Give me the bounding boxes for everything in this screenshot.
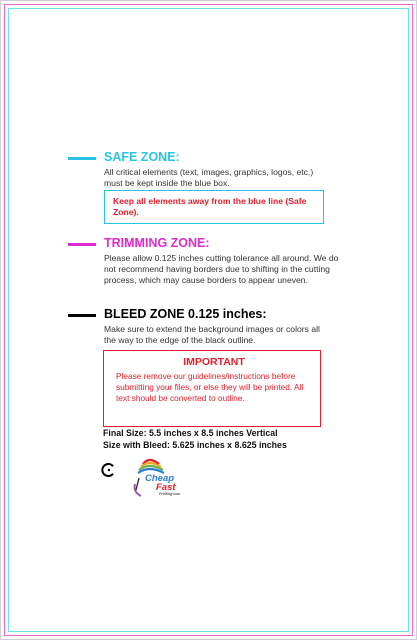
logo-word-cheap: Cheap — [145, 473, 175, 484]
final-size: Final Size: 5.5 inches x 8.5 inches Vertical — [103, 428, 278, 438]
size-with-bleed: Size with Bleed: 5.625 inches x 8.625 inches — [103, 439, 287, 450]
cheapfast-printing-logo — [129, 458, 179, 498]
bleed-zone-dash — [68, 314, 96, 317]
logo-word-printing: Printing.com — [159, 492, 181, 496]
logo-word-fast: Fast — [156, 482, 176, 493]
bleed-zone-body: Make sure to extend the background images or colors all the way to the edge of the black outline. — [104, 324, 320, 346]
safe-zone-dash — [68, 157, 96, 160]
safe-zone-note: Keep all elements away from the blue line (Safe Zone). — [113, 196, 307, 217]
trimming-zone-heading: TRIMMING ZONE: — [104, 236, 210, 250]
important-body: Please remove our guidelines/instructions before submitting your files, or else they will be printed. All text should be converted to outline. — [116, 371, 304, 403]
c-mark-icon — [101, 462, 117, 478]
important-title: IMPORTANT — [183, 356, 245, 368]
trimming-zone-dash — [68, 243, 96, 246]
safe-zone-heading: SAFE ZONE: — [104, 150, 180, 164]
safe-zone-note-box — [104, 190, 324, 224]
size-info — [103, 428, 287, 451]
trimming-zone-body: Please allow 0.125 inches cutting tolerance all around. We do not recommend having borders due to shifting in the cutting process, which may cause borders to appear uneven. — [104, 253, 339, 286]
safe-zone-body: All critical elements (text, images, graphics, logos, etc.) must be kept inside the blue box. — [104, 167, 314, 189]
important-box — [103, 350, 321, 427]
bleed-zone-heading: BLEED ZONE 0.125 inches: — [104, 307, 267, 321]
